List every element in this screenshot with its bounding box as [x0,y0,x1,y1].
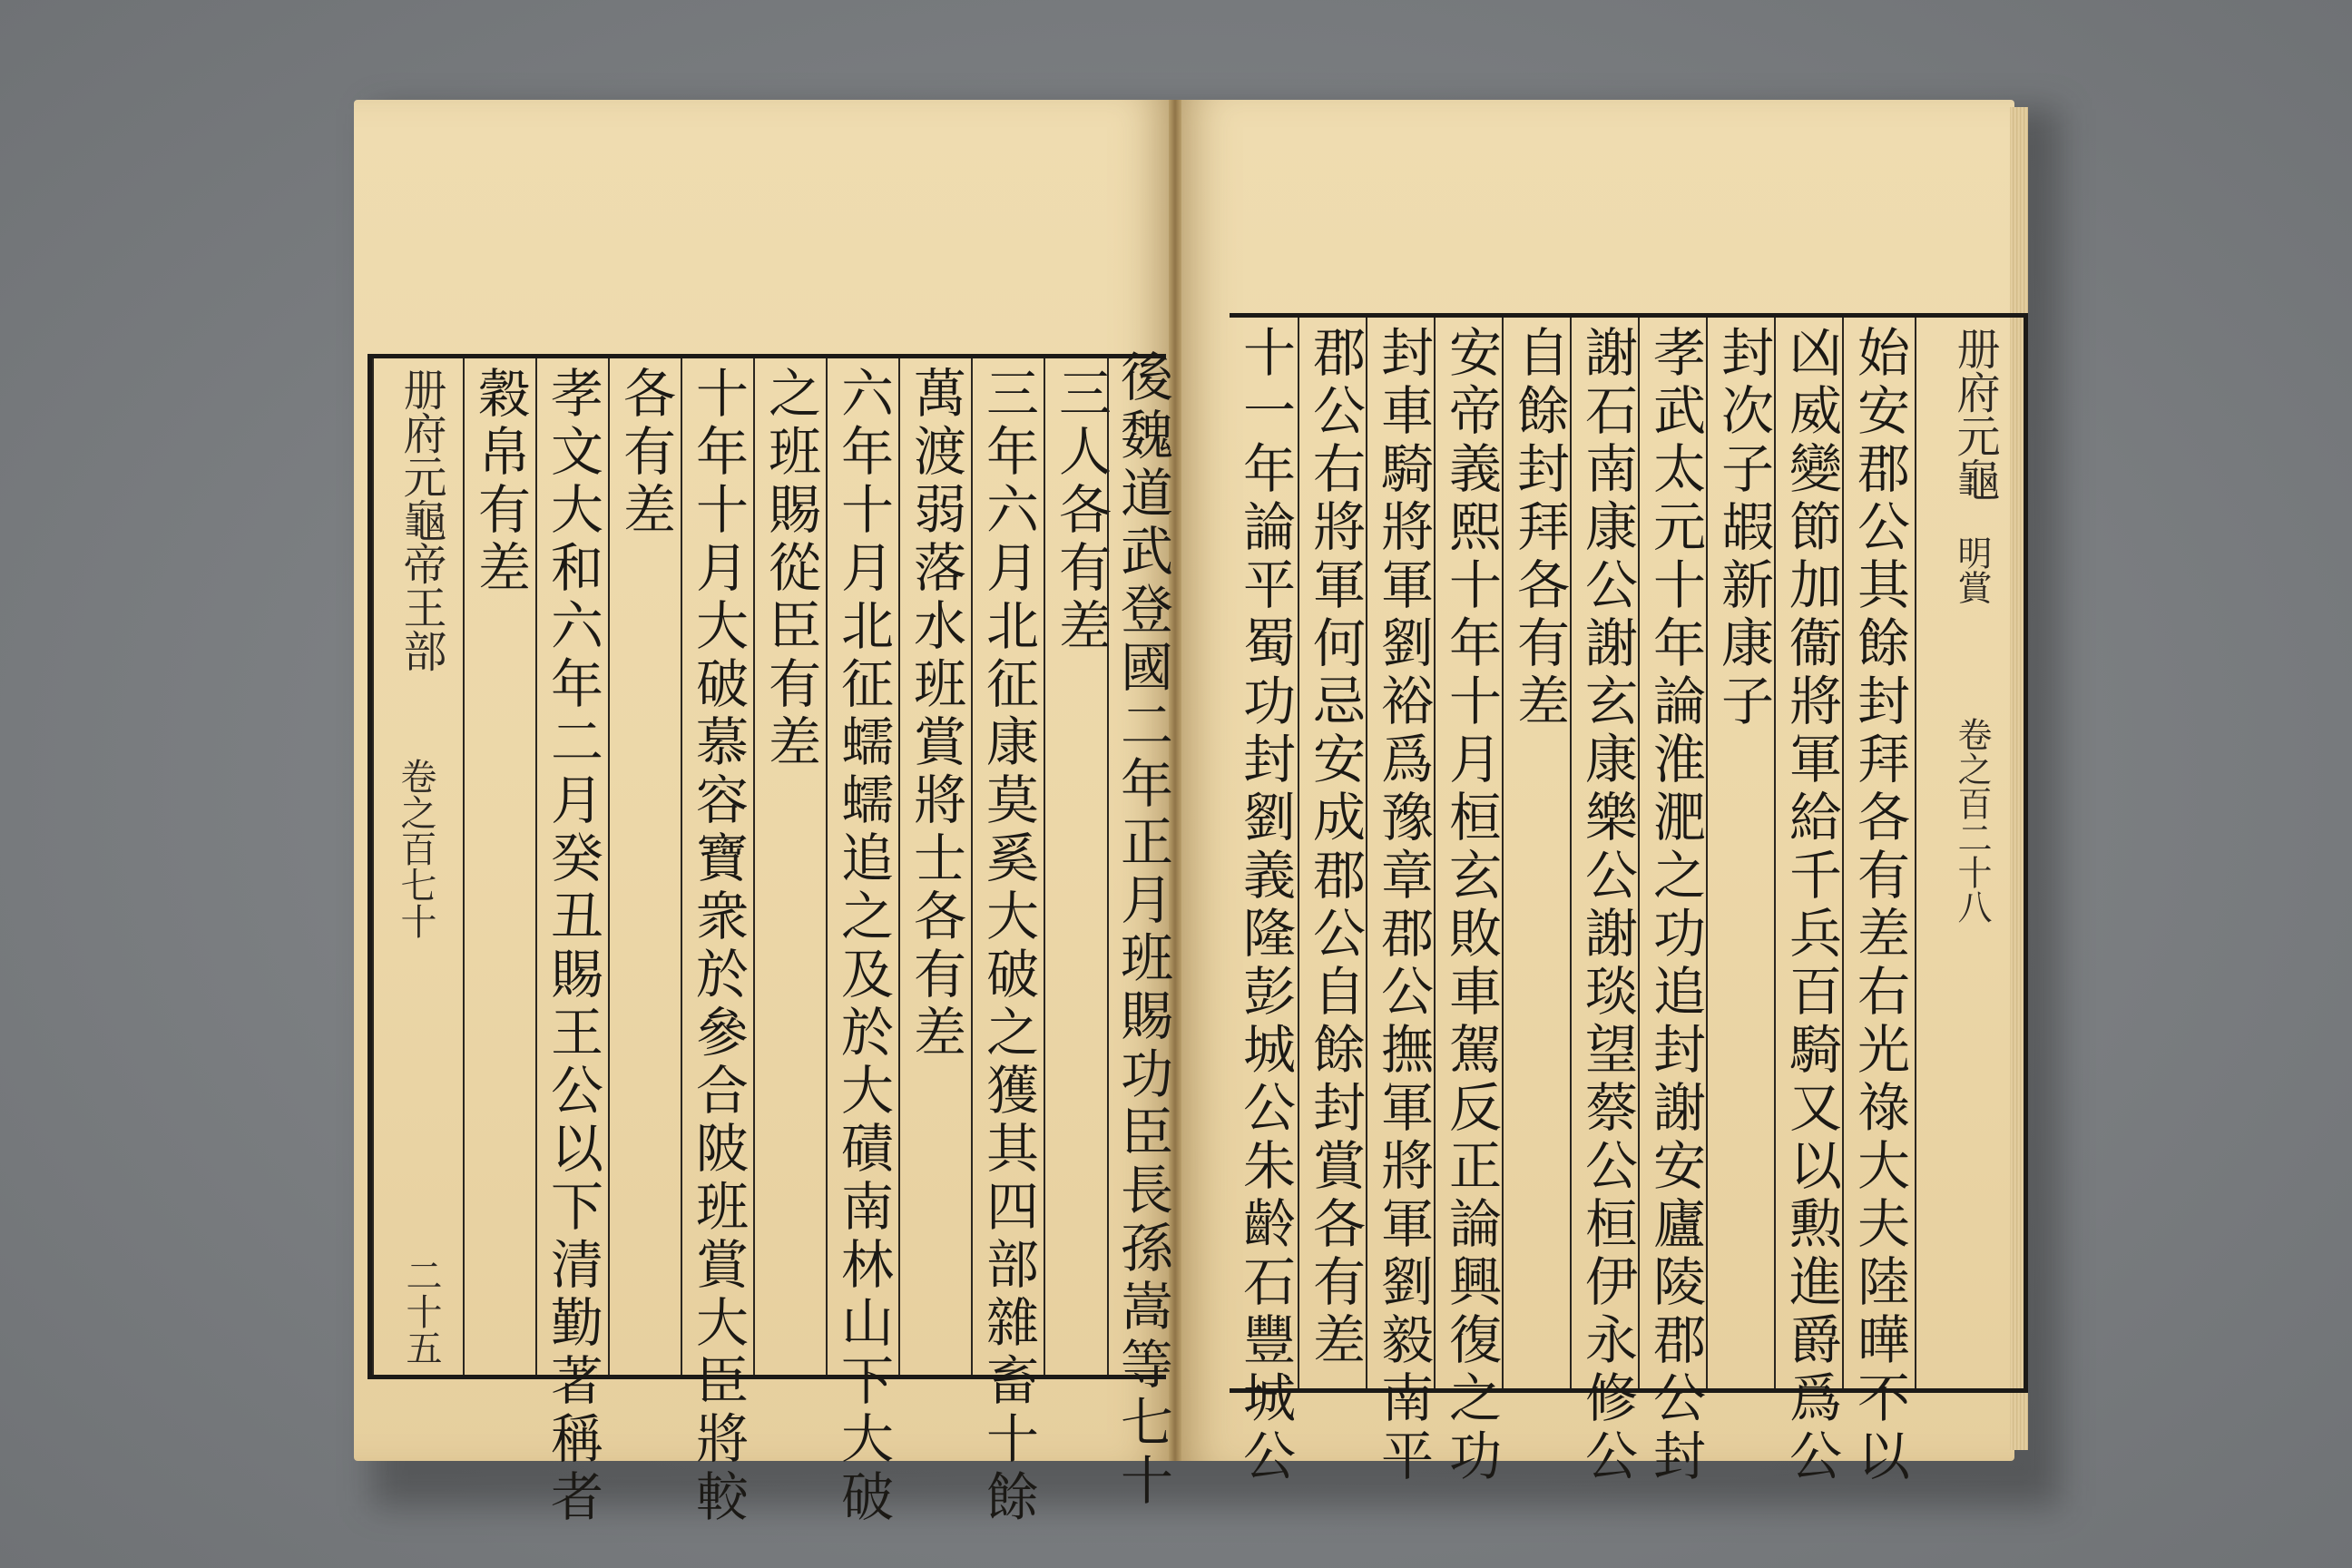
right-text-frame [1230,313,2028,1486]
left-margin-title: 册府元龜帝王部 [396,368,446,672]
left-col-2 [1044,358,1112,1375]
folio-number: 二十五 [400,1257,442,1366]
right-margin-title: 册府元龜 [1949,327,2000,501]
left-col-6 [753,358,821,1375]
text-column: 十年十月大破慕容寶衆於參合陂班賞大臣將較 [687,366,749,1527]
text-column: 之班賜從臣有差 [760,366,821,772]
text-column: 穀帛有差 [469,366,531,598]
right-col-2 [1774,318,1842,1486]
text-column: 萬渡弱落水班賞將士各有差 [905,366,966,1063]
left-col-7 [681,358,749,1527]
text-column: 郡公右將軍何忌安成郡公自餘封賞各有差 [1304,325,1366,1370]
text-column: 封車騎將軍劉裕爲豫章郡公撫軍將軍劉毅南平 [1372,325,1434,1486]
left-col-5 [826,358,894,1527]
right-col-10 [1230,318,1296,1486]
text-column: 謝石南康公謝玄康樂公謝琰望蔡公桓伊永修公 [1576,325,1638,1486]
right-col-1 [1842,318,1910,1486]
text-column: 十一年論平蜀功封劉義隆彭城公朱齡石豐城公 [1234,325,1296,1486]
text-column: 自餘封拜各有差 [1508,325,1570,731]
left-margin-volume: 卷之百七十 [395,758,436,939]
text-column: 安帝義熙十年十月桓玄敗車駕反正論興復之功 [1440,325,1502,1486]
left-margin-column [372,358,463,1375]
right-col-7 [1434,318,1502,1486]
right-margin-volume: 卷之百二十八 [1952,717,1992,924]
right-margin-column [1915,318,2024,1388]
left-col-1 [1107,349,1173,1511]
text-column: 孝文大和六年二月癸丑賜王公以下清勤著稱者 [542,366,603,1527]
text-column: 三年六月北征康莫奚大破之獲其四部雜畜十餘 [977,366,1039,1527]
left-text-frame [368,349,1173,1527]
text-column: 後魏道武登國二年正月班賜功臣長孫嵩等七十 [1112,349,1173,1511]
text-column: 六年十月北征蠕蠕追之及於大磧南林山下大破 [832,366,894,1527]
left-col-4 [898,358,966,1375]
right-col-4 [1638,318,1706,1486]
text-column: 三人各有差 [1050,366,1112,656]
text-column: 各有差 [614,366,676,540]
left-col-3 [971,358,1039,1527]
right-col-3 [1706,318,1774,1388]
text-column: 凶威變節加衞將軍給千兵百騎又以勲進爵爲公 [1780,325,1842,1486]
text-column: 始安郡公其餘封拜各有差右光祿大夫陸曄不以 [1848,325,1910,1486]
right-margin-section: 明賞 [1952,535,1992,604]
left-col-10 [463,358,531,1375]
right-col-5 [1570,318,1638,1486]
text-column: 封次子嘏新康子 [1712,325,1774,731]
left-col-9 [535,358,603,1527]
text-column: 孝武太元十年論淮淝之功追封謝安廬陵郡公封 [1644,325,1706,1486]
right-col-8 [1366,318,1434,1486]
left-col-8 [608,358,676,1375]
right-col-6 [1502,318,1570,1388]
right-col-9 [1298,318,1366,1388]
